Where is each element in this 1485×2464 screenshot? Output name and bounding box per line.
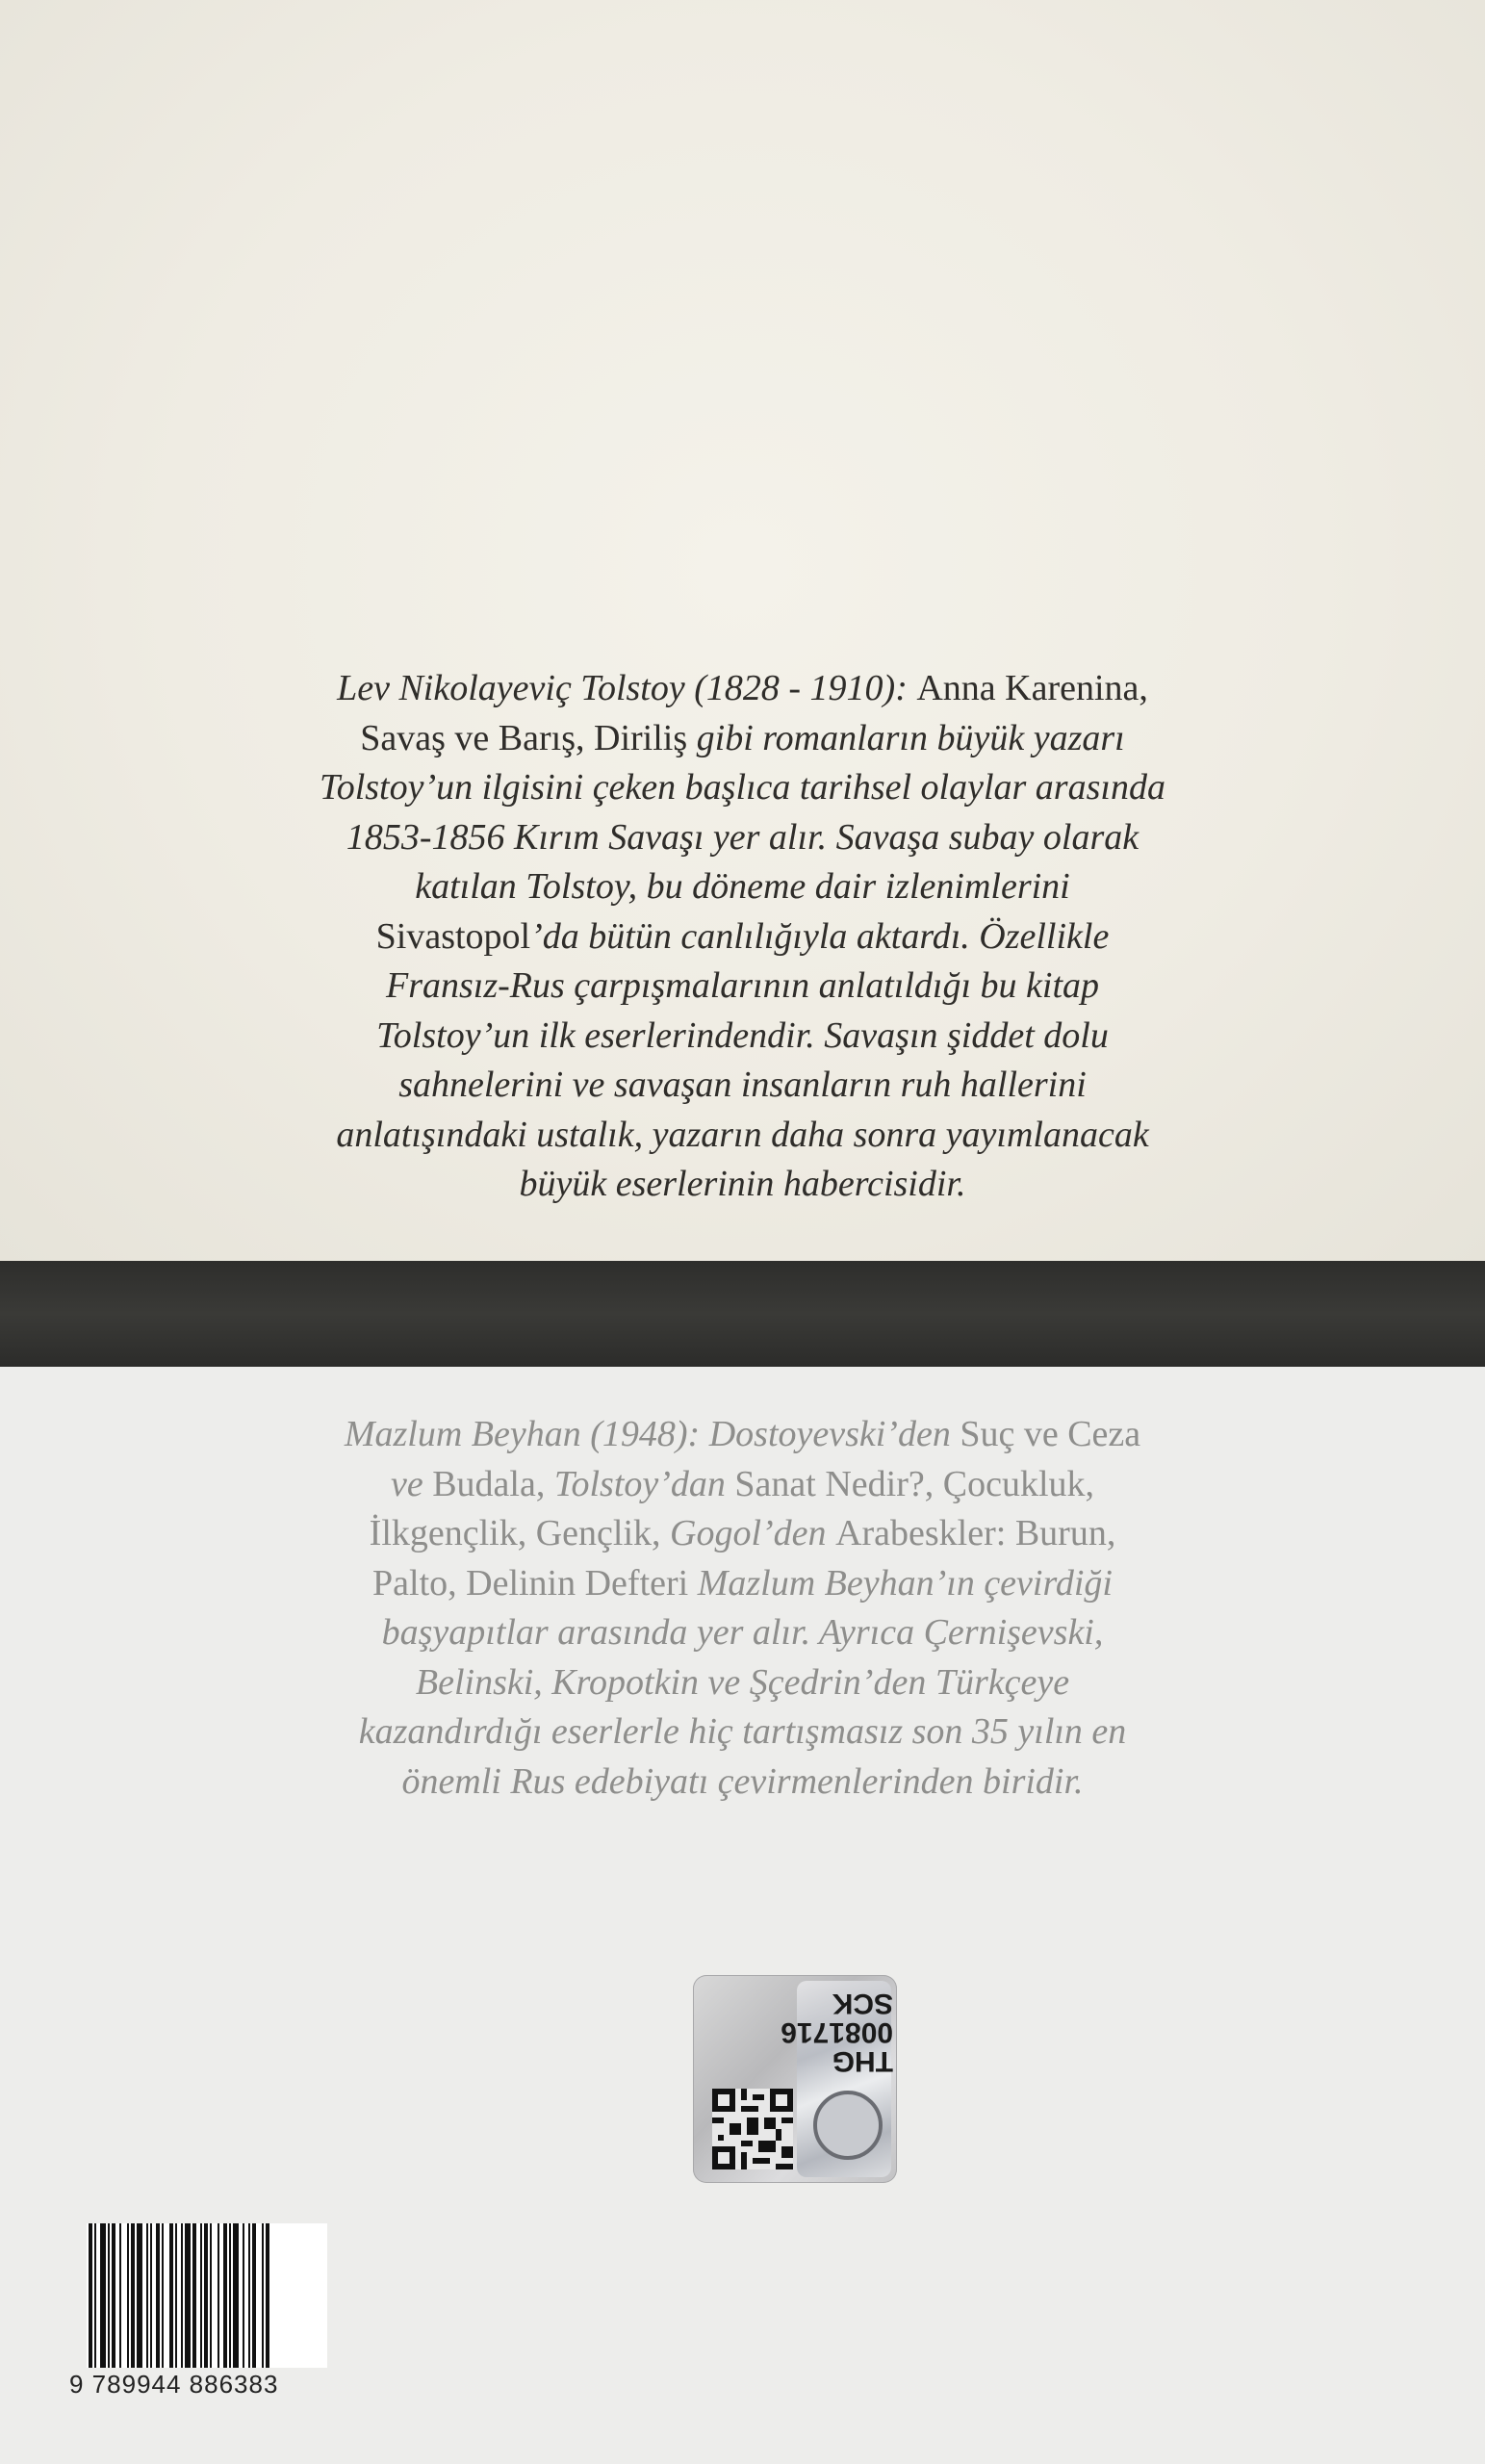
sticker-line-3: SCK (832, 1988, 893, 2019)
qr-code-icon (712, 2089, 793, 2169)
blurb-text: Belinski, Kropotkin ve Şçedrin’den Türkçeye (415, 1661, 1070, 1703)
barcode-bar (185, 2223, 191, 2368)
blurb-line (231, 1111, 1254, 1161)
blurb-line (231, 813, 1254, 863)
barcode-bar (181, 2223, 183, 2368)
blurb-text: önemli Rus edebiyatı çevirmenlerinden biridir. (401, 1760, 1084, 1802)
blurb-line (231, 664, 1254, 714)
blurb-text: başyapıtlar arasında yer alır. Ayrıca Çernişevski, (381, 1612, 1104, 1653)
blurb-line (231, 1012, 1254, 1062)
barcode-bar (94, 2223, 96, 2368)
blurb-text: Arabeskler: Burun, (835, 1513, 1116, 1553)
blurb-text: Mazlum Beyhan (1948): Dostoyevski’den (344, 1414, 960, 1454)
barcode-bar (243, 2223, 244, 2368)
blurb-line (231, 714, 1254, 764)
blurb-text: 1853-1856 Kırım Savaşı yer alır. Savaşa subay olarak (346, 816, 1139, 858)
barcode-bar (146, 2223, 148, 2368)
barcode-bar (248, 2223, 250, 2368)
barcode-bar (210, 2223, 212, 2368)
translator-blurb (231, 1410, 1254, 1807)
blurb-line (231, 1509, 1254, 1559)
barcode-bar (233, 2223, 239, 2368)
blurb-line (231, 1707, 1254, 1758)
blurb-line (231, 1658, 1254, 1708)
author-blurb (231, 664, 1254, 1210)
blurb-text: kazandırdığı eserlerle hiç tartışmasız son 35 yılın en (358, 1711, 1127, 1752)
blurb-text: Savaş ve Barış, Diriliş (360, 717, 697, 758)
blurb-line (231, 1410, 1254, 1460)
blurb-text: Anna Karenina, (916, 668, 1148, 708)
blurb-line (231, 1160, 1254, 1210)
barcode-bar (137, 2223, 142, 2368)
barcode-bar (229, 2223, 231, 2368)
barcode-bar (192, 2223, 196, 2368)
barcode-bar (204, 2223, 208, 2368)
blurb-text: Gogol’den (670, 1513, 836, 1553)
dark-band (0, 1261, 1485, 1367)
blurb-text: ve (390, 1463, 433, 1504)
blurb-text: sahnelerini ve savaşan insanların ruh hallerini (398, 1065, 1087, 1105)
sticker-line-1: THG (832, 2045, 893, 2077)
sticker-code (710, 1989, 893, 2075)
barcode-bar (112, 2223, 115, 2368)
isbn-number: 9 789944 886383 (69, 2370, 279, 2399)
barcode-bar (200, 2223, 202, 2368)
barcode-bar (100, 2223, 106, 2368)
blurb-text: Lev Nikolayeviç Tolstoy (1828 - 1910): (337, 668, 917, 708)
barcode-bar (119, 2223, 121, 2368)
barcode-bar (169, 2223, 173, 2368)
blurb-text: Tolstoy’dan (553, 1463, 735, 1504)
blurb-text: Tolstoy’un ilk eserlerindendir. Savaşın şiddet dolu (376, 1014, 1109, 1056)
hologram-seal-icon (813, 2091, 883, 2160)
blurb-text: Budala, (432, 1463, 554, 1504)
barcode-bar (262, 2223, 264, 2368)
barcode-bar (108, 2223, 110, 2368)
barcode-bar (218, 2223, 219, 2368)
barcode-bar (156, 2223, 160, 2368)
blurb-text: gibi romanların büyük yazarı (696, 717, 1125, 758)
blurb-text: büyük eserlerinin habercisidir. (519, 1164, 966, 1204)
barcode-bar (150, 2223, 152, 2368)
blurb-line (231, 763, 1254, 813)
barcode-bar (252, 2223, 256, 2368)
barcode-bar (266, 2223, 269, 2368)
sticker-line-2: 0081716 (781, 2016, 893, 2048)
blurb-line (231, 912, 1254, 962)
blurb-text: katılan Tolstoy, bu döneme dair izlenimlerini (415, 866, 1070, 907)
blurb-text: ’da bütün canlılığıyla aktardı. Özellikle (530, 915, 1110, 957)
blurb-text: Sanat Nedir?, Çocukluk, (734, 1463, 1095, 1504)
blurb-text: Sivastopol (375, 915, 531, 957)
blurb-line (231, 962, 1254, 1012)
blurb-text: Suç ve Ceza (960, 1414, 1141, 1454)
barcode-bar (89, 2223, 92, 2368)
blurb-line (231, 1608, 1254, 1658)
blurb-line (231, 1758, 1254, 1808)
blurb-text: Tolstoy’un ilgisini çeken başlıca tarihsel olaylar arasında (320, 767, 1165, 808)
blurb-text: anlatışındaki ustalık, yazarın daha sonra yayımlanacak (336, 1114, 1149, 1155)
blurb-text: Fransız-Rus çarpışmalarının anlatıldığı bu kitap (385, 965, 1100, 1006)
blurb-line (231, 1061, 1254, 1111)
barcode-icon (87, 2223, 327, 2368)
barcode-bar (162, 2223, 164, 2368)
barcode-bar (175, 2223, 177, 2368)
blurb-line (231, 1559, 1254, 1609)
blurb-line (231, 862, 1254, 912)
security-sticker (693, 1975, 897, 2183)
blurb-text: İlkgençlik, Gençlik, (369, 1513, 671, 1553)
barcode-bar (131, 2223, 135, 2368)
blurb-text: Palto, Delinin Defteri (372, 1562, 698, 1604)
barcode-bar (127, 2223, 129, 2368)
blurb-line (231, 1460, 1254, 1510)
barcode-bar (223, 2223, 227, 2368)
blurb-text: Mazlum Beyhan’ın çevirdiği (697, 1562, 1113, 1604)
